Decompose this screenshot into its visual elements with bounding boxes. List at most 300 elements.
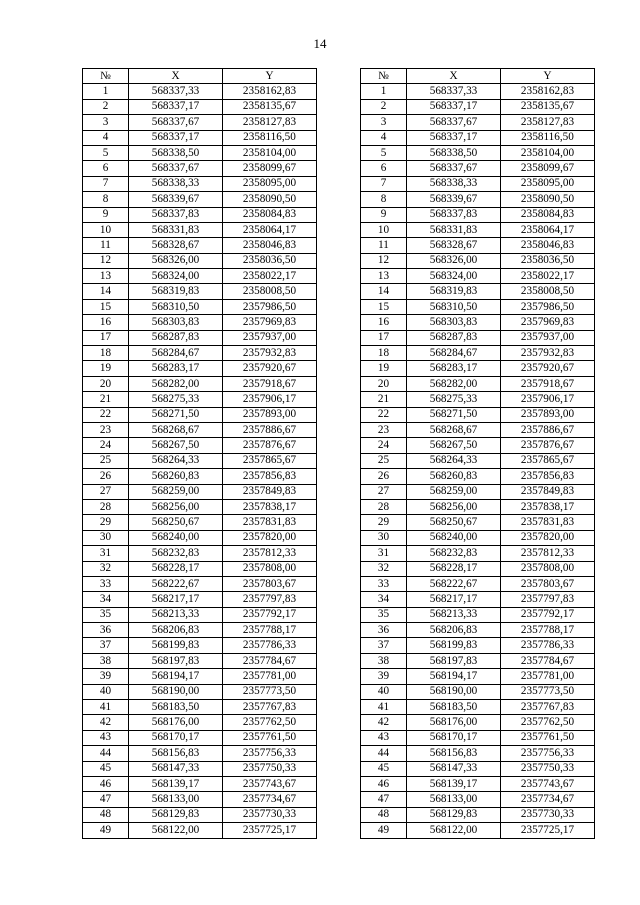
- table-row: [83, 253, 595, 268]
- table-row: [83, 484, 595, 499]
- column-gap: [317, 561, 361, 576]
- cell-x-right: 568284,67: [407, 346, 501, 361]
- column-gap: [317, 422, 361, 437]
- table-row: [83, 653, 595, 668]
- cell-x-left: 568197,83: [129, 653, 223, 668]
- cell-y-left: 2357803,67: [223, 576, 317, 591]
- table-row: [83, 638, 595, 653]
- cell-number-right: 23: [361, 422, 407, 437]
- cell-x-left: 568337,17: [129, 99, 223, 114]
- table-row: [83, 746, 595, 761]
- cell-number-right: 32: [361, 561, 407, 576]
- table-row: [83, 192, 595, 207]
- cell-y-right: 2357781,00: [501, 669, 595, 684]
- cell-number-left: 19: [83, 361, 129, 376]
- cell-number-right: 24: [361, 438, 407, 453]
- cell-number-right: 17: [361, 330, 407, 345]
- cell-y-left: 2357773,50: [223, 684, 317, 699]
- cell-number-right: 21: [361, 392, 407, 407]
- cell-y-left: 2357918,67: [223, 376, 317, 391]
- cell-number-left: 28: [83, 499, 129, 514]
- cell-number-right: 39: [361, 669, 407, 684]
- cell-number-left: 43: [83, 730, 129, 745]
- cell-y-left: 2357820,00: [223, 530, 317, 545]
- column-gap: [317, 700, 361, 715]
- cell-x-left: 568337,17: [129, 130, 223, 145]
- cell-number-right: 10: [361, 222, 407, 237]
- cell-x-left: 568284,67: [129, 346, 223, 361]
- table-row: [83, 422, 595, 437]
- cell-x-left: 568256,00: [129, 499, 223, 514]
- cell-y-right: 2357865,67: [501, 453, 595, 468]
- cell-y-left: 2358099,67: [223, 161, 317, 176]
- cell-x-right: 568183,50: [407, 700, 501, 715]
- column-gap: [317, 253, 361, 268]
- cell-y-right: 2357918,67: [501, 376, 595, 391]
- cell-x-left: 568122,00: [129, 823, 223, 838]
- cell-y-left: 2358036,50: [223, 253, 317, 268]
- table-row: [83, 269, 595, 284]
- cell-number-right: 2: [361, 99, 407, 114]
- cell-y-left: 2357865,67: [223, 453, 317, 468]
- cell-y-left: 2358095,00: [223, 176, 317, 191]
- cell-y-right: 2358162,83: [501, 84, 595, 99]
- coordinates-table: [82, 68, 595, 839]
- cell-number-right: 38: [361, 653, 407, 668]
- cell-y-left: 2357838,17: [223, 499, 317, 514]
- table-row: [83, 99, 595, 114]
- cell-x-left: 568183,50: [129, 700, 223, 715]
- cell-x-right: 568326,00: [407, 253, 501, 268]
- table-row: [83, 792, 595, 807]
- cell-number-left: 36: [83, 623, 129, 638]
- cell-number-right: 47: [361, 792, 407, 807]
- cell-x-right: 568176,00: [407, 715, 501, 730]
- column-gap: [317, 84, 361, 99]
- cell-number-right: 4: [361, 130, 407, 145]
- cell-x-left: 568283,17: [129, 361, 223, 376]
- cell-x-left: 568133,00: [129, 792, 223, 807]
- cell-x-left: 568129,83: [129, 807, 223, 822]
- cell-y-left: 2357743,67: [223, 776, 317, 791]
- column-gap: [317, 145, 361, 160]
- column-gap: [317, 546, 361, 561]
- table-row: [83, 669, 595, 684]
- cell-x-right: 568122,00: [407, 823, 501, 838]
- cell-number-right: 40: [361, 684, 407, 699]
- column-gap: [317, 823, 361, 838]
- cell-number-right: 37: [361, 638, 407, 653]
- column-gap: [317, 69, 361, 84]
- cell-number-right: 22: [361, 407, 407, 422]
- cell-x-left: 568222,67: [129, 576, 223, 591]
- column-gap: [317, 515, 361, 530]
- cell-number-right: 6: [361, 161, 407, 176]
- cell-x-right: 568275,33: [407, 392, 501, 407]
- cell-number-right: 9: [361, 207, 407, 222]
- cell-y-left: 2358046,83: [223, 238, 317, 253]
- cell-y-right: 2358090,50: [501, 192, 595, 207]
- cell-y-right: 2358127,83: [501, 115, 595, 130]
- cell-y-left: 2358162,83: [223, 84, 317, 99]
- cell-number-left: 38: [83, 653, 129, 668]
- cell-x-left: 568228,17: [129, 561, 223, 576]
- cell-x-right: 568206,83: [407, 623, 501, 638]
- table-row: [83, 515, 595, 530]
- column-gap: [317, 607, 361, 622]
- cell-x-left: 568260,83: [129, 469, 223, 484]
- table-row: [83, 330, 595, 345]
- cell-number-left: 10: [83, 222, 129, 237]
- cell-x-right: 568337,67: [407, 161, 501, 176]
- cell-y-right: 2357820,00: [501, 530, 595, 545]
- cell-number-left: 11: [83, 238, 129, 253]
- header-x-left: X: [129, 69, 223, 84]
- column-gap: [317, 176, 361, 191]
- column-gap: [317, 653, 361, 668]
- table-row: [83, 238, 595, 253]
- cell-y-right: 2358046,83: [501, 238, 595, 253]
- cell-number-right: 30: [361, 530, 407, 545]
- cell-number-left: 20: [83, 376, 129, 391]
- cell-number-right: 20: [361, 376, 407, 391]
- cell-y-right: 2357750,33: [501, 761, 595, 776]
- cell-x-right: 568319,83: [407, 284, 501, 299]
- cell-number-left: 1: [83, 84, 129, 99]
- cell-number-left: 21: [83, 392, 129, 407]
- cell-y-left: 2358116,50: [223, 130, 317, 145]
- cell-number-right: 34: [361, 592, 407, 607]
- cell-y-left: 2357784,67: [223, 653, 317, 668]
- cell-y-right: 2357906,17: [501, 392, 595, 407]
- column-gap: [317, 269, 361, 284]
- cell-y-right: 2357893,00: [501, 407, 595, 422]
- cell-x-right: 568259,00: [407, 484, 501, 499]
- cell-y-right: 2358135,67: [501, 99, 595, 114]
- cell-y-right: 2357730,33: [501, 807, 595, 822]
- cell-y-left: 2357986,50: [223, 299, 317, 314]
- cell-x-left: 568232,83: [129, 546, 223, 561]
- table-row: [83, 315, 595, 330]
- cell-y-right: 2357725,17: [501, 823, 595, 838]
- column-gap: [317, 376, 361, 391]
- cell-y-right: 2357803,67: [501, 576, 595, 591]
- table-row: [83, 453, 595, 468]
- table-row: [83, 715, 595, 730]
- cell-number-left: 7: [83, 176, 129, 191]
- column-gap: [317, 299, 361, 314]
- cell-number-right: 27: [361, 484, 407, 499]
- cell-y-right: 2357920,67: [501, 361, 595, 376]
- cell-x-left: 568250,67: [129, 515, 223, 530]
- cell-x-right: 568260,83: [407, 469, 501, 484]
- table-row: [83, 161, 595, 176]
- table-row: [83, 207, 595, 222]
- cell-y-left: 2357812,33: [223, 546, 317, 561]
- cell-y-left: 2358022,17: [223, 269, 317, 284]
- cell-y-right: 2357743,67: [501, 776, 595, 791]
- cell-number-left: 24: [83, 438, 129, 453]
- cell-x-right: 568268,67: [407, 422, 501, 437]
- cell-x-left: 568240,00: [129, 530, 223, 545]
- cell-number-left: 3: [83, 115, 129, 130]
- cell-number-left: 47: [83, 792, 129, 807]
- table-row: [83, 84, 595, 99]
- cell-y-left: 2357761,50: [223, 730, 317, 745]
- cell-y-right: 2357773,50: [501, 684, 595, 699]
- cell-number-right: 43: [361, 730, 407, 745]
- cell-number-left: 14: [83, 284, 129, 299]
- cell-number-right: 49: [361, 823, 407, 838]
- cell-x-right: 568339,67: [407, 192, 501, 207]
- cell-y-right: 2357761,50: [501, 730, 595, 745]
- table-row: [83, 176, 595, 191]
- cell-x-right: 568222,67: [407, 576, 501, 591]
- table-row: [83, 299, 595, 314]
- cell-x-right: 568337,33: [407, 84, 501, 99]
- header-y-left: Y: [223, 69, 317, 84]
- column-gap: [317, 330, 361, 345]
- cell-y-left: 2357920,67: [223, 361, 317, 376]
- cell-number-right: 18: [361, 346, 407, 361]
- cell-number-right: 33: [361, 576, 407, 591]
- cell-x-left: 568331,83: [129, 222, 223, 237]
- cell-x-right: 568170,17: [407, 730, 501, 745]
- cell-x-right: 568139,17: [407, 776, 501, 791]
- cell-y-right: 2357932,83: [501, 346, 595, 361]
- cell-x-left: 568194,17: [129, 669, 223, 684]
- cell-number-left: 22: [83, 407, 129, 422]
- cell-x-left: 568287,83: [129, 330, 223, 345]
- cell-y-right: 2357812,33: [501, 546, 595, 561]
- cell-number-right: 28: [361, 499, 407, 514]
- cell-number-right: 14: [361, 284, 407, 299]
- cell-number-left: 49: [83, 823, 129, 838]
- cell-y-right: 2357786,33: [501, 638, 595, 653]
- cell-x-right: 568217,17: [407, 592, 501, 607]
- cell-x-right: 568337,17: [407, 130, 501, 145]
- column-gap: [317, 469, 361, 484]
- table-row: [83, 730, 595, 745]
- column-gap: [317, 715, 361, 730]
- page-number: 14: [313, 36, 327, 51]
- cell-x-left: 568259,00: [129, 484, 223, 499]
- cell-x-left: 568199,83: [129, 638, 223, 653]
- cell-number-right: 29: [361, 515, 407, 530]
- cell-x-left: 568213,33: [129, 607, 223, 622]
- table-row: [83, 392, 595, 407]
- cell-x-right: 568264,33: [407, 453, 501, 468]
- cell-y-left: 2358084,83: [223, 207, 317, 222]
- cell-x-right: 568156,83: [407, 746, 501, 761]
- cell-number-left: 9: [83, 207, 129, 222]
- cell-y-right: 2357856,83: [501, 469, 595, 484]
- cell-number-right: 44: [361, 746, 407, 761]
- cell-number-left: 8: [83, 192, 129, 207]
- cell-number-left: 34: [83, 592, 129, 607]
- column-gap: [317, 315, 361, 330]
- cell-number-right: 26: [361, 469, 407, 484]
- header-number-left: №: [83, 69, 129, 84]
- cell-x-left: 568324,00: [129, 269, 223, 284]
- cell-y-left: 2357876,67: [223, 438, 317, 453]
- cell-number-right: 48: [361, 807, 407, 822]
- cell-y-left: 2357849,83: [223, 484, 317, 499]
- cell-x-left: 568337,67: [129, 115, 223, 130]
- cell-x-left: 568267,50: [129, 438, 223, 453]
- cell-y-right: 2357886,67: [501, 422, 595, 437]
- cell-x-right: 568337,67: [407, 115, 501, 130]
- cell-y-left: 2357730,33: [223, 807, 317, 822]
- cell-x-right: 568228,17: [407, 561, 501, 576]
- cell-number-right: 7: [361, 176, 407, 191]
- cell-x-right: 568283,17: [407, 361, 501, 376]
- cell-x-right: 568256,00: [407, 499, 501, 514]
- cell-y-left: 2357886,67: [223, 422, 317, 437]
- cell-x-left: 568268,67: [129, 422, 223, 437]
- cell-x-left: 568264,33: [129, 453, 223, 468]
- cell-y-left: 2357788,17: [223, 623, 317, 638]
- cell-x-right: 568232,83: [407, 546, 501, 561]
- cell-x-left: 568176,00: [129, 715, 223, 730]
- cell-x-right: 568282,00: [407, 376, 501, 391]
- cell-y-right: 2357756,33: [501, 746, 595, 761]
- cell-x-left: 568217,17: [129, 592, 223, 607]
- cell-x-left: 568338,33: [129, 176, 223, 191]
- cell-y-right: 2357767,83: [501, 700, 595, 715]
- cell-y-left: 2357797,83: [223, 592, 317, 607]
- table-row: [83, 623, 595, 638]
- column-gap: [317, 499, 361, 514]
- cell-x-right: 568337,83: [407, 207, 501, 222]
- cell-x-right: 568199,83: [407, 638, 501, 653]
- cell-y-right: 2357876,67: [501, 438, 595, 453]
- cell-number-left: 44: [83, 746, 129, 761]
- cell-number-left: 48: [83, 807, 129, 822]
- cell-number-left: 5: [83, 145, 129, 160]
- cell-y-left: 2357762,50: [223, 715, 317, 730]
- column-gap: [317, 684, 361, 699]
- cell-x-left: 568170,17: [129, 730, 223, 745]
- cell-x-left: 568319,83: [129, 284, 223, 299]
- cell-number-left: 23: [83, 422, 129, 437]
- cell-x-left: 568139,17: [129, 776, 223, 791]
- cell-number-right: 35: [361, 607, 407, 622]
- cell-number-left: 32: [83, 561, 129, 576]
- cell-y-right: 2358084,83: [501, 207, 595, 222]
- cell-x-right: 568324,00: [407, 269, 501, 284]
- table-row: [83, 684, 595, 699]
- cell-y-right: 2357969,83: [501, 315, 595, 330]
- column-gap: [317, 130, 361, 145]
- column-gap: [317, 284, 361, 299]
- table-row: [83, 546, 595, 561]
- cell-y-right: 2357788,17: [501, 623, 595, 638]
- cell-x-right: 568328,67: [407, 238, 501, 253]
- cell-y-left: 2358135,67: [223, 99, 317, 114]
- cell-number-left: 35: [83, 607, 129, 622]
- cell-x-left: 568303,83: [129, 315, 223, 330]
- cell-y-left: 2357725,17: [223, 823, 317, 838]
- table-row: [83, 823, 595, 838]
- cell-y-left: 2357831,83: [223, 515, 317, 530]
- cell-x-right: 568303,83: [407, 315, 501, 330]
- cell-number-right: 16: [361, 315, 407, 330]
- cell-y-right: 2357838,17: [501, 499, 595, 514]
- column-gap: [317, 669, 361, 684]
- cell-y-left: 2357856,83: [223, 469, 317, 484]
- column-gap: [317, 530, 361, 545]
- cell-x-left: 568271,50: [129, 407, 223, 422]
- cell-y-left: 2357756,33: [223, 746, 317, 761]
- cell-y-left: 2357937,00: [223, 330, 317, 345]
- column-gap: [317, 453, 361, 468]
- cell-number-right: 12: [361, 253, 407, 268]
- cell-number-right: 31: [361, 546, 407, 561]
- cell-number-left: 37: [83, 638, 129, 653]
- cell-y-left: 2358064,17: [223, 222, 317, 237]
- cell-y-left: 2357767,83: [223, 700, 317, 715]
- cell-x-left: 568282,00: [129, 376, 223, 391]
- table-row: [83, 145, 595, 160]
- cell-y-left: 2357786,33: [223, 638, 317, 653]
- column-gap: [317, 99, 361, 114]
- header-x-right: X: [407, 69, 501, 84]
- cell-x-right: 568271,50: [407, 407, 501, 422]
- table-row: [83, 807, 595, 822]
- cell-number-left: 45: [83, 761, 129, 776]
- header-y-right: Y: [501, 69, 595, 84]
- column-gap: [317, 161, 361, 176]
- cell-x-left: 568328,67: [129, 238, 223, 253]
- cell-y-right: 2358116,50: [501, 130, 595, 145]
- cell-number-right: 5: [361, 145, 407, 160]
- cell-number-left: 41: [83, 700, 129, 715]
- table-row: [83, 438, 595, 453]
- cell-y-right: 2357784,67: [501, 653, 595, 668]
- cell-number-right: 36: [361, 623, 407, 638]
- cell-number-right: 15: [361, 299, 407, 314]
- cell-number-right: 46: [361, 776, 407, 791]
- cell-number-left: 12: [83, 253, 129, 268]
- cell-x-right: 568310,50: [407, 299, 501, 314]
- column-gap: [317, 115, 361, 130]
- cell-x-right: 568213,33: [407, 607, 501, 622]
- column-gap: [317, 807, 361, 822]
- cell-x-right: 568197,83: [407, 653, 501, 668]
- cell-y-right: 2357937,00: [501, 330, 595, 345]
- column-gap: [317, 761, 361, 776]
- cell-y-left: 2357893,00: [223, 407, 317, 422]
- cell-number-right: 11: [361, 238, 407, 253]
- cell-number-left: 26: [83, 469, 129, 484]
- cell-number-left: 30: [83, 530, 129, 545]
- cell-number-left: 39: [83, 669, 129, 684]
- cell-y-right: 2358104,00: [501, 145, 595, 160]
- table-row: [83, 761, 595, 776]
- column-gap: [317, 192, 361, 207]
- cell-x-right: 568240,00: [407, 530, 501, 545]
- cell-x-left: 568337,83: [129, 207, 223, 222]
- cell-y-left: 2358127,83: [223, 115, 317, 130]
- column-gap: [317, 438, 361, 453]
- table-row: [83, 530, 595, 545]
- cell-number-left: 42: [83, 715, 129, 730]
- column-gap: [317, 346, 361, 361]
- header-number-right: №: [361, 69, 407, 84]
- cell-y-left: 2357808,00: [223, 561, 317, 576]
- column-gap: [317, 592, 361, 607]
